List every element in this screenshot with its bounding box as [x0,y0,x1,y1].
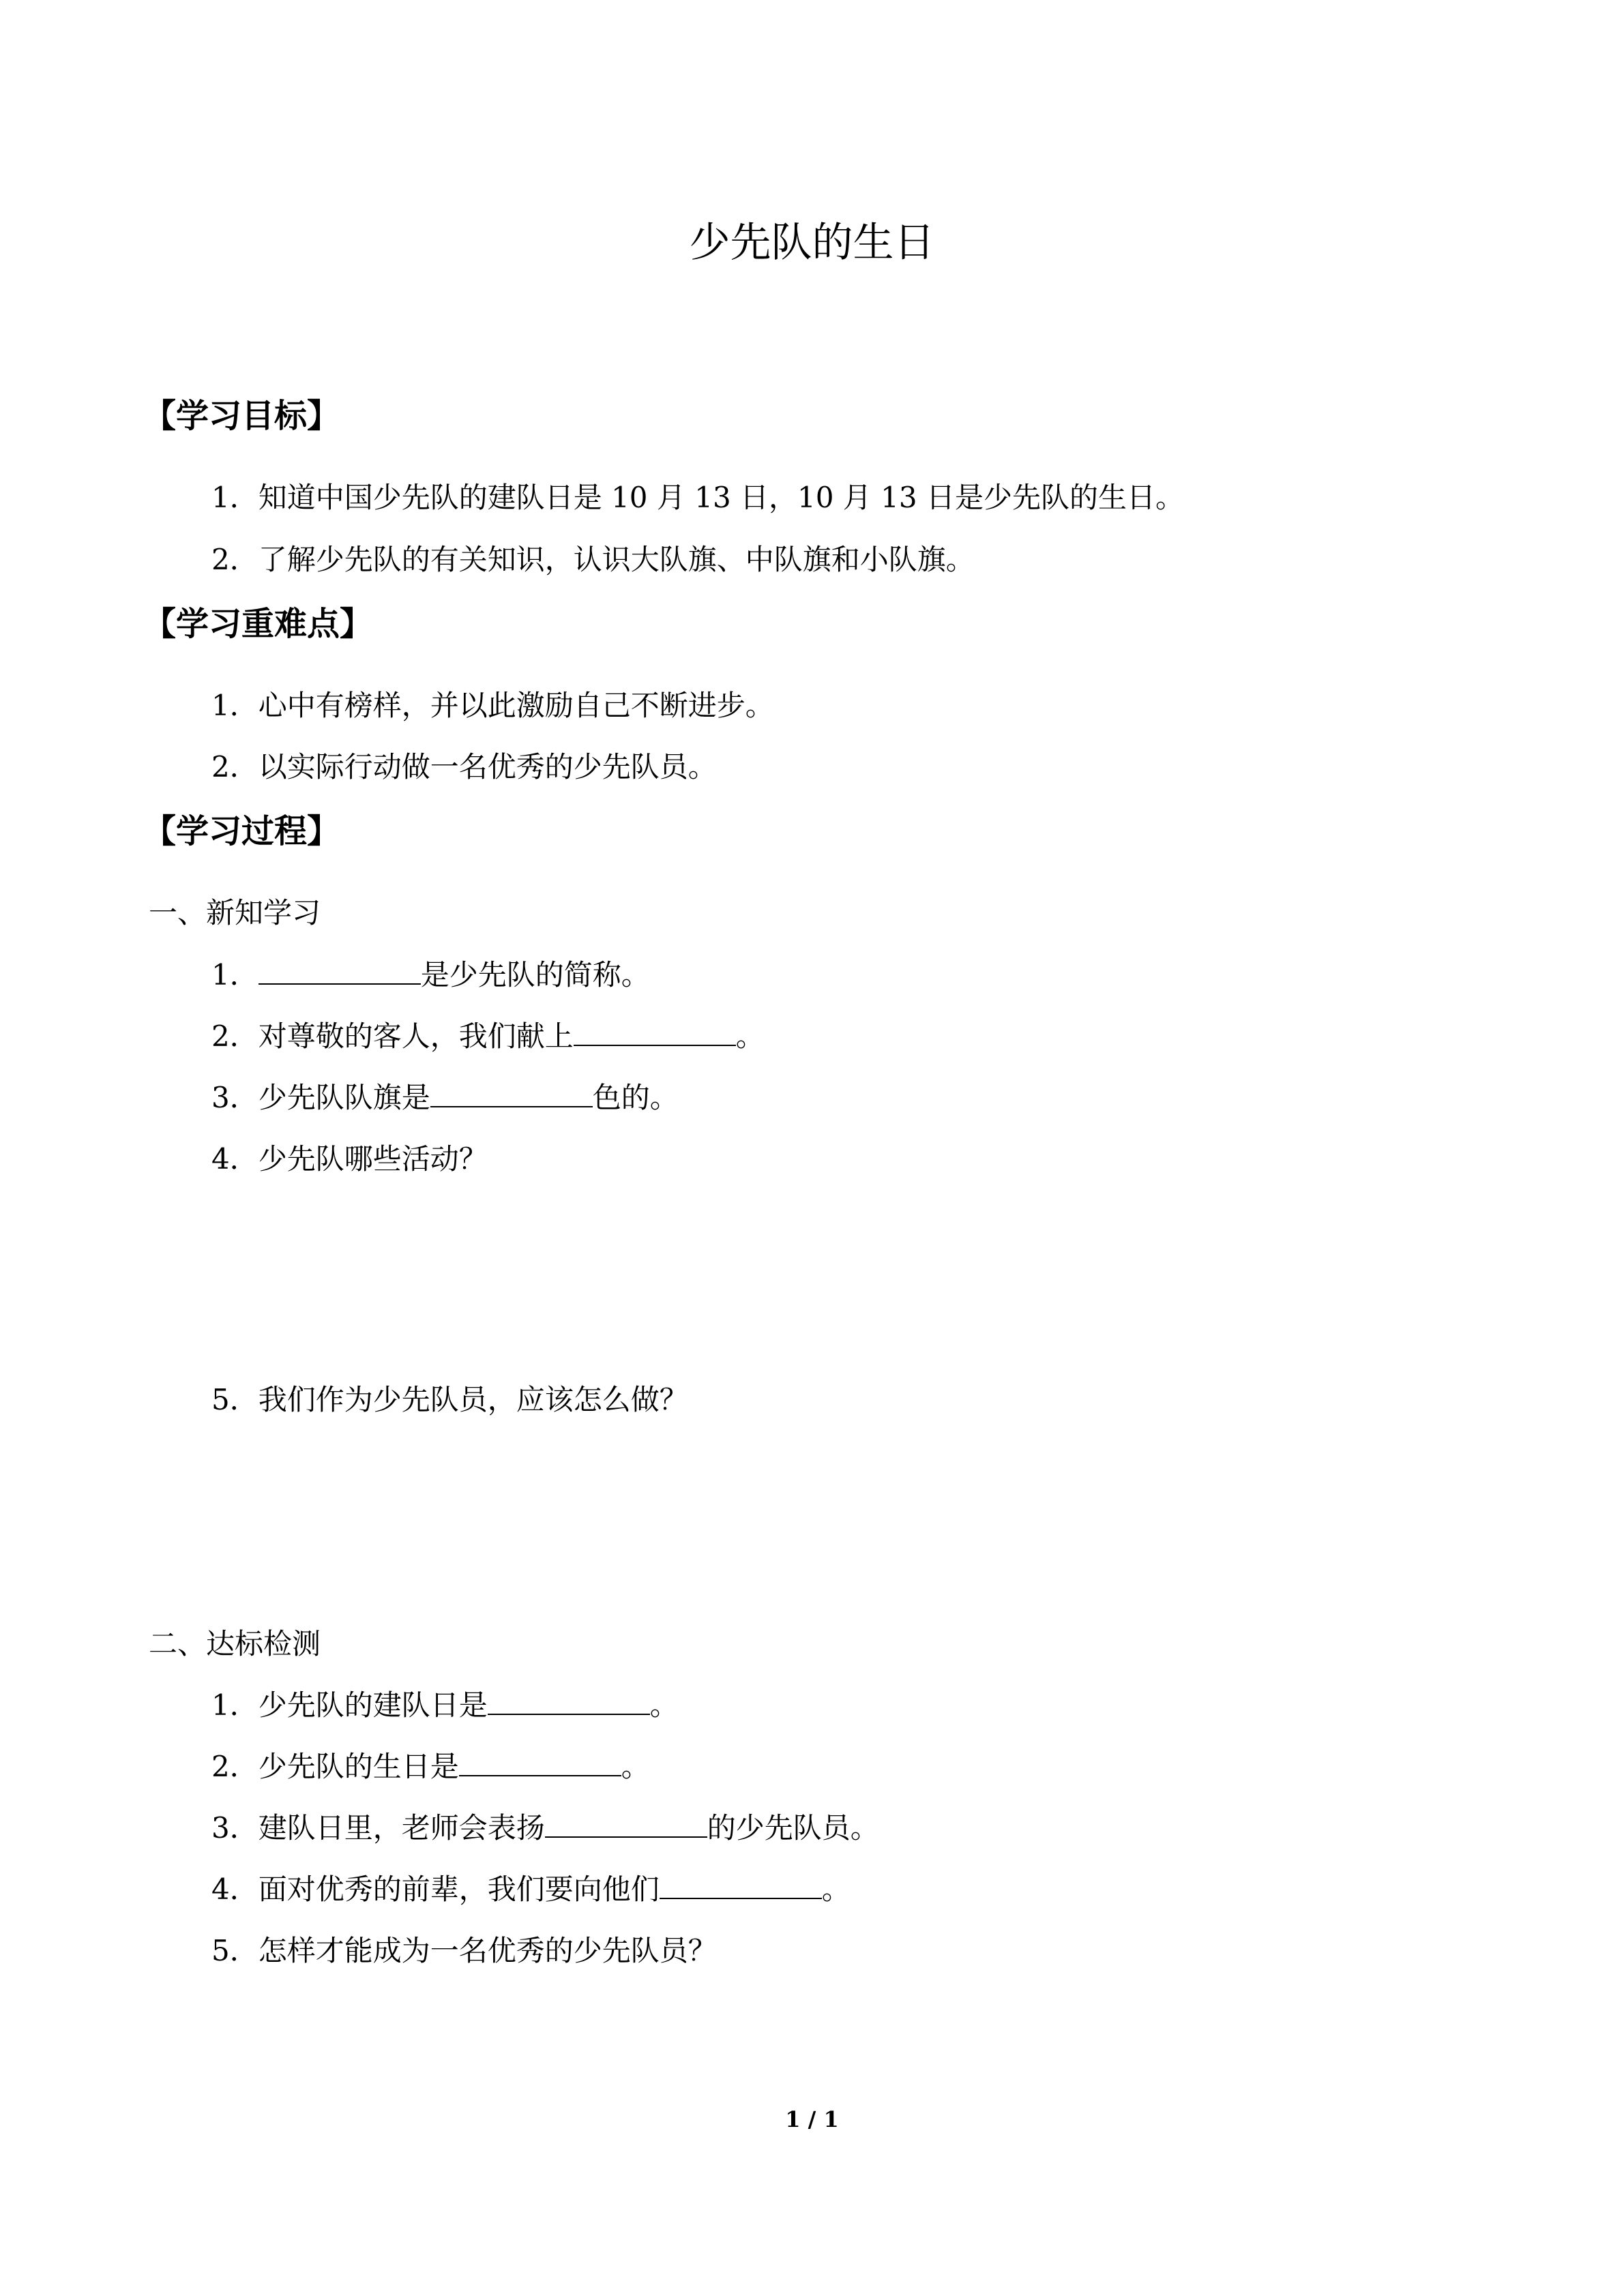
question-text: 3．建队日里，老师会表扬 [211,1811,545,1845]
heading-learning-process: 【学习过程】 [143,812,340,850]
question-text: 1．少先队的建队日是 [211,1688,488,1722]
question-text: 2．对尊敬的客人，我们献上 [211,1019,574,1053]
question-text: 3．少先队队旗是 [211,1081,430,1114]
fill-in-blank[interactable] [459,1748,621,1776]
question-text: 是少先队的简称。 [420,958,650,992]
fill-in-blank[interactable] [430,1079,593,1107]
key-point-item-2: 2．以实际行动做一名优秀的少先队员。 [211,750,717,784]
new-knowledge-question-3 [211,1079,679,1117]
goal-item-1: 1．知道中国少先队的建队日是 10 月 13 日，10 月 13 日是少先队的生日。 [211,481,1184,514]
test-question-4 [211,1870,851,1909]
question-text: 的少先队员。 [707,1811,879,1845]
question-text: 色的。 [592,1081,679,1114]
question-number: 1． [211,958,259,992]
question-text: 2．少先队的生日是 [211,1750,459,1783]
key-point-item-1: 1．心中有榜样，并以此激励自己不断进步。 [211,689,774,722]
heading-learning-goals: 【学习目标】 [143,397,340,435]
fill-in-blank[interactable] [545,1809,707,1838]
fill-in-blank[interactable] [488,1686,650,1715]
page-title: 少先队的生日 [689,219,935,267]
goal-item-2: 2．了解少先队的有关知识，认识大队旗、中队旗和小队旗。 [211,543,975,576]
question-text: 。 [621,1750,650,1783]
test-question-5: 5．怎样才能成为一名优秀的少先队员？ [211,1934,717,1967]
new-knowledge-question-5: 5．我们作为少先队员，应该怎么做？ [211,1383,688,1416]
part-new-knowledge-title: 一、新知学习 [149,896,321,929]
test-question-3 [211,1809,879,1847]
fill-in-blank[interactable] [259,956,421,985]
new-knowledge-question-4: 4．少先队哪些活动？ [211,1142,488,1176]
question-text: 4．面对优秀的前辈，我们要向他们 [211,1873,660,1906]
fill-in-blank[interactable] [574,1017,736,1046]
fill-in-blank[interactable] [660,1870,822,1899]
question-text: 。 [735,1019,765,1053]
test-question-1 [211,1686,679,1725]
part-standard-test-title: 二、达标检测 [149,1627,321,1660]
test-question-2 [211,1748,650,1786]
heading-key-points: 【学习重难点】 [143,605,373,643]
page-number: 1 / 1 [785,2106,839,2132]
new-knowledge-question-2 [211,1017,765,1056]
question-text: 。 [821,1873,851,1906]
new-knowledge-question-1 [211,956,650,994]
question-text: 。 [649,1688,679,1722]
